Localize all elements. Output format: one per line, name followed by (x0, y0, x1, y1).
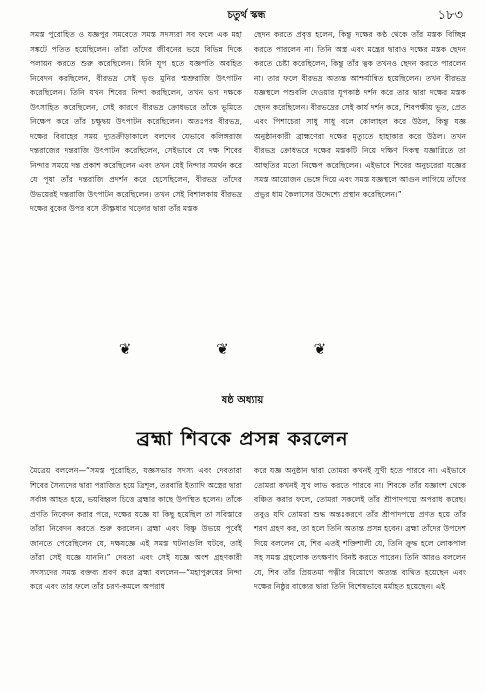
chapter-heading: ষষ্ঠ অধ্যায় (221, 395, 264, 406)
paragraph: সমস্ত পুরোহিত ও যজ্ঞপুর সমবেতে সমস্ত সদস্যরা সব ফলে এক মহা সঙ্কটে পতিত হয়েছিলেন। তাঁরা তাঁদের জীবনের ভয়ে বিভিন্ন দিকে পলায়ন করতে শুরু করেছিলেন। যিনি যূপ হতে যজ্ঞপতি অবহিত নিবেদন করছিলেন, বীরভদ্র সেই ভৃগু মুনির শ্মশ্রুরাজি উৎপাটন করেছিলেন। তিনি যখন শিবের নিন্দা করছিলেন, তখন ভগ দক্ষকে উৎসাহিত করেছিলেন, সেই কারণে বীরভদ্র ক্রোধভরে তাঁকে ভূমিতে নিক্ষেপ করে তাঁর চক্ষুদ্বয় উৎপাটন করেছিলেন। অতঃপর বীরভদ্র, দক্ষের বিবাহের সময় দ্যুতক্রীড়াকালে বলদেব যেভাবে কলিঙ্গরাজ দন্তরাজের দন্তরাজি উৎপাটন করেছিলেন, সেইভাবে যে দক্ষ শিবের নিন্দার সময়ে দন্ত প্রকাশ করেছিলেন এবং তখন যেই নিন্দার সমর্থন করে যে পূষা তাঁর দন্তরাজি প্রদর্শন করে হেসেছিলেন, বীরভদ্র তাঁদের উভয়েরই দন্তরাজি উৎপাটন করেছিলেন। তখন সেই বিশালকায় বীরভদ্র দক্ষের বুকের উপর বসে তীক্ষ্ণধার খড়্গের দ্বারা তাঁর মস্তক (30, 30, 242, 213)
paragraph: ছেদন করতে প্রবৃত্ত হলেন, কিন্তু দক্ষের কণ্ঠ থেকে তাঁর মস্তক বিচ্ছিন্ন করতে পারলেন না। তিনি অস্ত্র এবং মন্ত্রের দ্বারাও দক্ষের মস্তক ছেদন করতে চেষ্টা করেছিলেন, কিন্তু তাঁর ত্বক তখনও ছেদন করতে পারলেন না। তার ফলে বীরভদ্র অত্যন্ত আশ্চর্যান্বিত হয়েছিলেন। তখন বীরভদ্র যজ্ঞস্থলে পশুবলি দেওয়ার যূপকাষ্ঠ দর্শন করে তার দ্বারা দক্ষের মস্তক ছেদন করেছিলেন। বীরভদ্রের সেই কার্য দর্শন করে, শিবপক্ষীয় ভূত, প্রেত এবং পিশাচেরা সাধু সাধু বলে কোলাহল করে উঠল, কিন্তু যজ্ঞ অনুষ্ঠানকারী ব্রাহ্মণেরা দক্ষের মৃত্যুতে হাহাকার করে উঠল। তখন বীরভদ্র ক্রোধভরে দক্ষের মস্তকটি নিয়ে দক্ষিণ দিকস্থ যজ্ঞাগ্নিতে তা আহুতির মতো নিক্ষেপ করেছিলেন। এইভাবে শিবের অনুচরেরা যজ্ঞের সমস্ত আয়োজন ভেঙ্গে দিয়ে এবং সমস্ত যজ্ঞস্থলে আগুন লাগিয়ে তাঁদের প্রভুর ধাম কৈলাসের উদ্দেশ্যে প্রস্থান করেছিলেন।” (254, 30, 466, 199)
lower-left-column (30, 464, 242, 595)
ornament-icon: ❦ (313, 340, 367, 358)
lower-text-columns (30, 464, 466, 689)
chapter-title: ব্রহ্মা শিবকে প্রসন্ন করলেন (136, 428, 349, 450)
ornament-icon: ❦ (118, 340, 172, 358)
paragraph: মৈত্রেয় বললেন—“সমস্ত পুরোহিত, যজ্ঞসভার সদস্য এবং দেবতারা শিবের সৈন্যদের দ্বারা পরাজিত হয়ে ত্রিশূল, তরবারি ইত্যাদি অস্ত্রের দ্বারা সর্বাঙ্গ আহত হয়ে, ভয়বিহ্বল চিত্তে ব্রহ্মার কাছে উপস্থিত হলেন। তাঁকে প্রণতি নিবেদন করার পরে, দক্ষের যজ্ঞে যা কিছু হয়েছিল তা সবিস্তারে তাঁরা নিবেদন করতে শুরু করলেন। ব্রহ্মা এবং বিষ্ণু উভয়ে পূর্বেই জানতে পেরেছিলেন যে, দক্ষযজ্ঞে এই সমস্ত ঘটনাগুলি ঘটবে, তাই তাঁরা সেই যজ্ঞে যাননি।” দেবতা এবং সেই যজ্ঞে অংশ গ্রহণকারী সদস্যদের সমস্ত বক্তব্য শ্রবণ করে ব্রহ্মা বললেন—“মহাপুরুষের নিন্দা করে এবং তার ফলে তাঁর চরণ-কমলে অপরাধ (30, 466, 242, 591)
upper-right-column (254, 28, 466, 202)
lower-right-column (254, 464, 466, 595)
page-header (30, 8, 463, 26)
upper-text-columns (30, 28, 466, 318)
paragraph: করে যজ্ঞ অনুষ্ঠান দ্বারা তোমরা কখনই সুখী হতে পারবে না। এইভাবে তোমরা কখনই সুখ লাভ করতে পারবে না। শিবকে তাঁর যজ্ঞাংশ থেকে বঞ্চিত করার ফলে, তোমরা সকলেই তাঁর শ্রীপাদপদ্মে অপরাধ করেছ। তবুও যদি তোমরা শুদ্ধ অন্তঃকরণে তাঁর শ্রীপাদপদ্মে প্রণত হয়ে তাঁর শরণ গ্রহণ কর, তা হলে তিনি অত্যন্ত প্রসন্ন হবেন। ব্রহ্মা তাঁদের উপদেশ দিয়ে বললেন যে, শিব এতই শক্তিশালী যে, তিনি ক্রুদ্ধ হলে লোকপাল সহ সমস্ত গ্রহলোক তৎক্ষণাৎ বিনষ্ট করতে পারেন। তিনি আরও বললেন যে, শিব তাঁর প্রিয়তমা পত্নীর বিয়োগে অত্যন্ত ব্যথিত হয়েছেন এবং দক্ষের নিষ্ঠুর বাক্যের দ্বারা তিনি বিশেষভাবে মর্মাহত হয়েছেন। এই (254, 466, 466, 591)
running-head: চতুর্থ স্কন্ধ (227, 10, 266, 21)
upper-left-column (30, 28, 242, 217)
ornament-icon: ❦ (216, 340, 269, 358)
page-number: ১৮৩ (437, 8, 463, 23)
section-ornaments (0, 340, 485, 358)
